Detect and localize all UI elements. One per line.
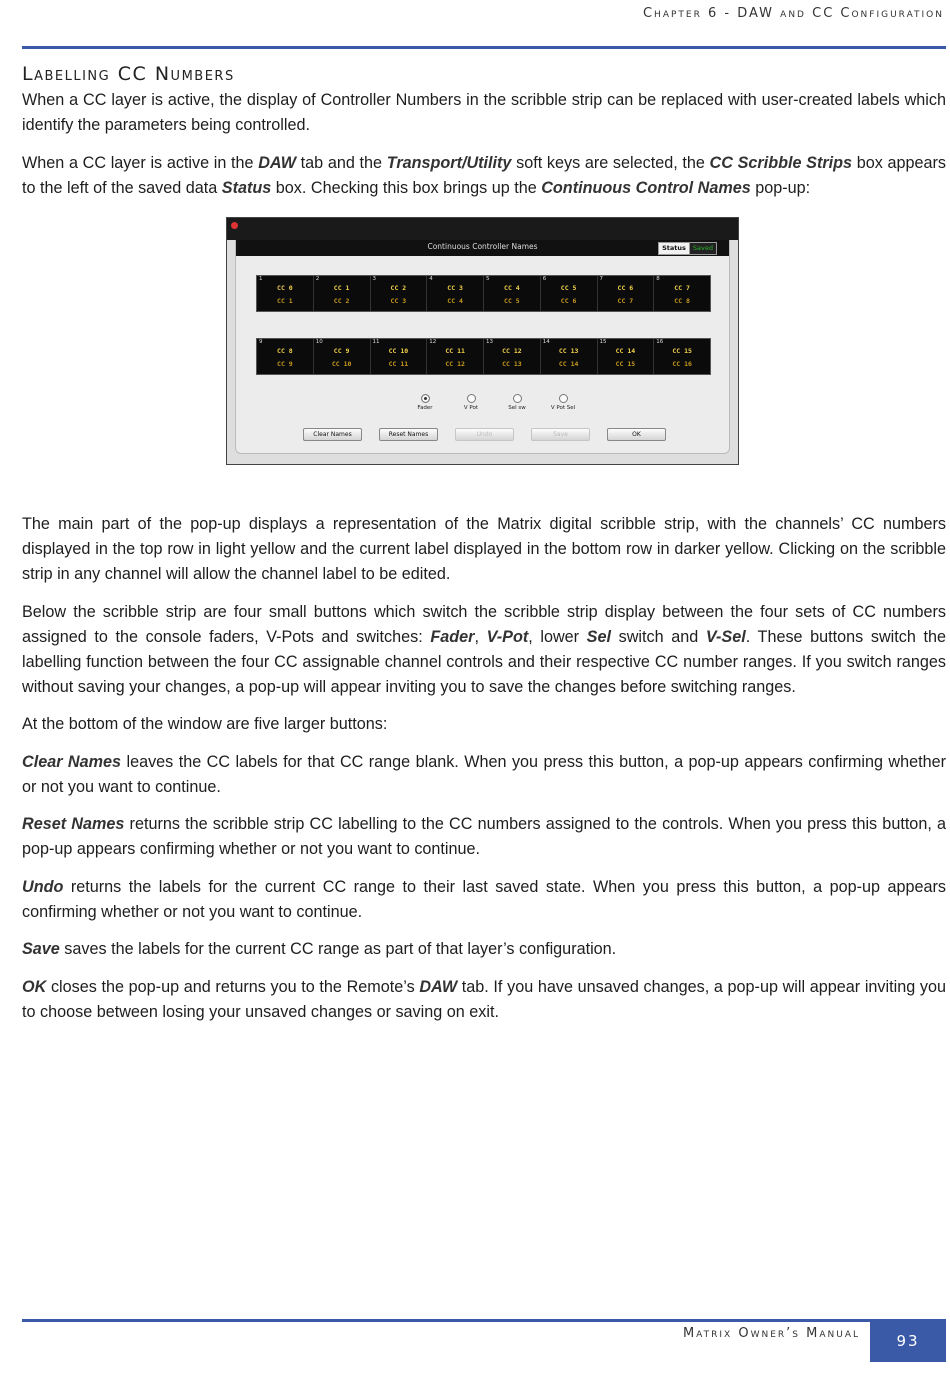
range-radio[interactable] — [500, 394, 534, 411]
keyword: DAW — [258, 153, 296, 172]
paragraph-intro: When a CC layer is active, the display of Controller Numbers in the scribble strip can be replaced with user-created labels which identify the parameters being controlled. — [22, 91, 946, 134]
channel-label[interactable]: CC 8 — [674, 297, 690, 305]
keyword: OK — [22, 977, 47, 996]
radio-button-icon[interactable] — [467, 394, 476, 403]
channel-cc-number: CC 14 — [615, 347, 636, 355]
popup-button-undo: Undo — [455, 428, 514, 441]
channel-number: 16 — [656, 339, 664, 345]
channel-number: 8 — [656, 276, 660, 282]
channel-cc-number: CC 12 — [502, 347, 522, 355]
channel-number: 7 — [599, 276, 603, 282]
channel-cc-number: CC 5 — [560, 284, 577, 292]
scribble-channel[interactable] — [371, 276, 428, 311]
text-run: , — [474, 627, 487, 646]
paragraph-strip-description: The main part of the pop-up displays a representation of the Matrix digital scribble strip, with the channels’ CC numbers displayed in the top row in light yellow and the current label displayed in the bottom row in darker yellow. Clicking on the scribble strip in any channel will allow the channel label to be edited. — [22, 515, 946, 583]
paragraph-undo — [22, 875, 946, 925]
channel-cc-number: CC 13 — [558, 347, 579, 355]
scribble-channel[interactable] — [654, 276, 710, 311]
channel-label[interactable]: CC 14 — [558, 360, 579, 368]
channel-label[interactable]: CC 2 — [333, 297, 350, 305]
channel-label[interactable]: CC 13 — [502, 360, 522, 368]
popup-header — [236, 240, 729, 256]
footer-rule — [22, 1319, 946, 1322]
popup-button-reset-names[interactable]: Reset Names — [379, 428, 438, 441]
paragraph-larger-buttons: At the bottom of the window are five larger buttons: — [22, 715, 388, 733]
channel-label[interactable]: CC 1 — [277, 297, 293, 305]
keyword: DAW — [419, 977, 458, 996]
channel-label[interactable]: CC 3 — [390, 297, 407, 305]
scribble-channel[interactable] — [257, 276, 314, 311]
channel-number: 10 — [315, 339, 323, 345]
popup-button-row — [303, 428, 666, 441]
channel-cc-number: CC 15 — [672, 347, 692, 355]
channel-label[interactable]: CC 9 — [277, 360, 293, 368]
section-title: Labelling CC Numbers — [22, 63, 235, 85]
channel-cc-number: CC 1 — [333, 284, 350, 292]
keyword: Transport/Utility — [386, 153, 512, 172]
channel-number: 5 — [486, 276, 490, 282]
text-run: closes the pop-up and returns you to the Remote’s — [46, 977, 420, 996]
paragraph-reset-names — [22, 812, 946, 862]
scribble-strip-2[interactable] — [256, 338, 711, 375]
channel-cc-number: CC 4 — [504, 284, 520, 292]
popup-button-clear-names[interactable]: Clear Names — [303, 428, 362, 441]
text-run: pop-up: — [750, 178, 811, 197]
footer-manual-title: Matrix Owner’s Manual — [682, 1326, 860, 1341]
paragraph-popup-access — [22, 151, 946, 201]
range-radio[interactable] — [408, 394, 442, 411]
channel-number: 15 — [599, 339, 607, 345]
text-run: When a CC layer is active in the — [22, 153, 259, 172]
scribble-channel[interactable] — [598, 339, 655, 374]
scribble-channel[interactable] — [654, 339, 710, 374]
scribble-channel[interactable] — [314, 339, 371, 374]
radio-button-icon[interactable] — [513, 394, 522, 403]
channel-number: 3 — [372, 276, 376, 282]
channel-label[interactable]: CC 11 — [388, 360, 409, 368]
text-run: . These buttons switch the labelling function between the four CC assignable channel controls and their respective CC number ranges. If you switch ranges without saving your changes, a pop-up will appear inviting you to save the changes before switching ranges. — [22, 627, 946, 696]
keyword: Undo — [22, 877, 64, 896]
channel-number: 1 — [259, 276, 263, 282]
keyword: Continuous Control Names — [541, 178, 751, 197]
radio-label: Fader — [417, 405, 433, 411]
channel-label[interactable]: CC 4 — [447, 297, 463, 305]
channel-label[interactable]: CC 15 — [615, 360, 636, 368]
status-label: Status — [659, 243, 690, 254]
text-run: box appears to the left of the saved data — [22, 153, 946, 197]
text-run: leaves the CC labels for that CC range blank. When you press this button, a pop-up appears confirming whether or not you want to continue. — [22, 752, 946, 796]
body-text — [22, 512, 946, 1037]
paragraph-range-buttons — [22, 600, 946, 700]
scribble-channel[interactable] — [427, 339, 484, 374]
keyword: Reset Names — [22, 815, 125, 833]
channel-label[interactable]: CC 6 — [560, 297, 577, 305]
channel-cc-number: CC 3 — [447, 284, 463, 292]
scribble-channel[interactable] — [484, 339, 541, 374]
radio-label: Sel sw — [508, 405, 526, 411]
scribble-channel[interactable] — [371, 339, 428, 374]
keyword: Status — [221, 178, 272, 197]
paragraph-clear-names — [22, 750, 946, 800]
running-head: Chapter 6 - DAW and CC Configuration — [642, 6, 944, 21]
range-radio[interactable] — [546, 394, 580, 411]
scribble-channel[interactable] — [427, 276, 484, 311]
channel-number: 11 — [372, 339, 380, 345]
channel-label[interactable]: CC 16 — [672, 360, 692, 368]
radio-button-icon[interactable] — [421, 394, 430, 403]
channel-cc-number: CC 6 — [617, 284, 634, 292]
keyword: Save — [22, 940, 60, 958]
text-run: , lower — [528, 627, 587, 646]
text-run: tab. If you have unsaved changes, a pop-up will appear inviting you to choose between losing your unsaved changes or saving on exit. — [22, 977, 946, 1021]
keyword: Fader — [430, 627, 475, 646]
channel-number: 2 — [315, 276, 320, 282]
text-run: switch and — [610, 627, 706, 646]
scribble-channel[interactable] — [541, 276, 598, 311]
channel-cc-number: CC 9 — [333, 347, 350, 355]
header-rule — [22, 46, 946, 49]
keyword: Sel — [586, 627, 611, 646]
radio-button-icon[interactable] — [559, 394, 568, 403]
paragraph-ok — [22, 975, 946, 1025]
channel-number: 6 — [542, 276, 547, 282]
paragraph-save — [22, 937, 946, 962]
channel-label[interactable]: CC 10 — [331, 360, 352, 368]
text-run: Below the scribble strip are four small buttons which switch the scribble strip display between the four sets of CC numbers assigned to the console faders, V-Pots and switches: — [22, 602, 946, 646]
scribble-channel[interactable] — [484, 276, 541, 311]
page-number: 93 — [896, 1332, 920, 1350]
channel-number: 4 — [429, 276, 433, 282]
channel-label[interactable]: CC 5 — [504, 297, 520, 305]
text-run: soft keys are selected, the — [511, 153, 710, 172]
radio-label: V Pot Sel — [550, 405, 576, 411]
keyword: CC Scribble Strips — [709, 153, 853, 172]
channel-label[interactable]: CC 7 — [617, 297, 634, 305]
range-radio[interactable] — [454, 394, 488, 411]
scribble-channel[interactable] — [598, 276, 655, 311]
text-run: tab and the — [296, 153, 387, 172]
text-run: saves the labels for the current CC range as part of that layer’s configuration. — [59, 940, 617, 958]
channel-cc-number: CC 7 — [674, 284, 690, 292]
keyword: V-Pot — [486, 627, 529, 646]
scribble-channel[interactable] — [314, 276, 371, 311]
status-value: Saved — [690, 243, 716, 254]
popup-titlebar — [227, 218, 738, 240]
scribble-channel[interactable] — [257, 339, 314, 374]
channel-cc-number: CC 2 — [390, 284, 407, 292]
popup-window — [235, 240, 730, 454]
channel-cc-number: CC 10 — [388, 347, 409, 355]
popup-button-save: Save — [531, 428, 590, 441]
channel-cc-number: CC 0 — [277, 284, 293, 292]
close-icon[interactable] — [231, 222, 238, 229]
text-run: returns the scribble strip CC labelling to the CC numbers assigned to the controls. When you press this button, a pop-up appears confirming whether or not you want to continue. — [22, 815, 946, 858]
keyword: V-Sel — [705, 627, 746, 646]
popup-button-ok[interactable]: OK — [607, 428, 666, 441]
channel-cc-number: CC 8 — [277, 347, 293, 355]
channel-number: 13 — [486, 339, 493, 345]
popup-title: Continuous Controller Names — [427, 242, 538, 251]
popup-screenshot — [226, 217, 739, 465]
channel-label[interactable]: CC 12 — [445, 360, 465, 368]
radio-label: V Pot — [463, 405, 479, 411]
page-number-box — [870, 1322, 946, 1362]
range-radio-group — [408, 394, 580, 411]
keyword: Clear Names — [22, 752, 122, 771]
channel-cc-number: CC 11 — [445, 347, 465, 355]
scribble-strip-1[interactable] — [256, 275, 711, 312]
status-box — [658, 242, 717, 255]
intro-text — [22, 88, 946, 213]
channel-number: 14 — [542, 339, 550, 345]
channel-number: 9 — [259, 339, 263, 345]
channel-number: 12 — [429, 339, 437, 345]
text-run: returns the labels for the current CC range to their last saved state. When you press this button, a pop-up appears confirming whether or not you want to continue. — [22, 877, 946, 921]
text-run: box. Checking this box brings up the — [271, 178, 542, 197]
scribble-channel[interactable] — [541, 339, 598, 374]
